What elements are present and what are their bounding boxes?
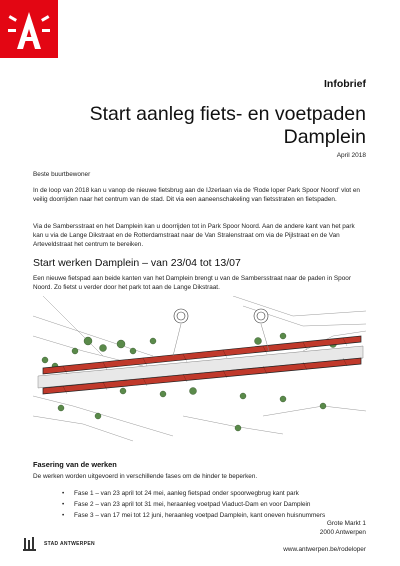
address-line-1: Grote Markt 1 xyxy=(326,520,366,527)
list-item xyxy=(62,488,325,499)
phase-3: Fase 3 – van 17 mei tot 12 juni, heraanleg voetpad Damplein, kant oneven huisnummers xyxy=(74,512,326,519)
bullet-icon: • xyxy=(62,490,65,497)
phasing-title: Fasering van de werken xyxy=(33,460,117,469)
greeting: Beste buurtbewoner xyxy=(33,171,91,178)
address-line-2: 2000 Antwerpen xyxy=(319,529,366,536)
intro-paragraph-1: In de loop van 2018 kan u vanop de nieuwe fietsbrug aan de IJzerlaan via de ‘Rode loper Park Spoor Noord’ vlot en veilig doorrijden naar het centrum van de stad. Dit via een aaneenschakeling van fietsstraten en fietspaden. xyxy=(33,187,360,203)
intro-paragraph-2: Via de Sambersstraat en het Damplein kan u doorrijden tot in Park Spoor Noord. Aan de andere kant van het park kan u via de Lange Dikstraat en de Rotterdamstraat naar de Van Stralenstraat om via de Pijlstraat en de Van Arteveldstraat het centrum te bereiken. xyxy=(33,223,355,248)
antwerp-logo xyxy=(0,0,58,58)
doc-type-label: Infobrief xyxy=(324,78,366,90)
address xyxy=(320,519,366,537)
stad-antwerpen-logo xyxy=(22,536,95,557)
bullet-icon: • xyxy=(62,501,65,508)
antwerp-a-icon xyxy=(5,7,53,53)
list-item xyxy=(62,499,325,510)
phase-list xyxy=(62,488,325,521)
title-line-1: Start aanleg fiets- en voetpaden xyxy=(89,103,366,125)
section-paragraph: Een nieuwe fietspad aan beide kanten van het Damplein brengt u van de Sambersstraat naar de paden in Spoor Noord. Zo fietst u verder door het park tot aan de Lange Dikstraat. xyxy=(33,275,351,291)
section-title: Start werken Damplein – van 23/04 tot 13/07 xyxy=(33,257,241,269)
page-title xyxy=(90,103,366,149)
website-link[interactable]: www.antwerpen.be/rodeloper xyxy=(283,546,366,553)
date: April 2018 xyxy=(336,152,366,159)
site-plan-map xyxy=(33,296,366,444)
bullet-icon: • xyxy=(62,512,65,519)
phase-1: Fase 1 – van 23 april tot 24 mei, aanleg fietspad onder spoorwegbrug kant park xyxy=(74,490,299,497)
stad-label: STAD ANTWERPEN xyxy=(44,541,95,547)
stad-antwerpen-icon xyxy=(22,536,38,552)
title-line-2: Damplein xyxy=(283,126,366,148)
list-item xyxy=(62,510,325,521)
phasing-intro: De werken worden uitgevoerd in verschillende fases om de hinder te beperken. xyxy=(33,473,258,480)
phase-2: Fase 2 – van 23 april tot 31 mei, heraanleg voetpad Viaduct-Dam en voor Damplein xyxy=(74,501,311,508)
